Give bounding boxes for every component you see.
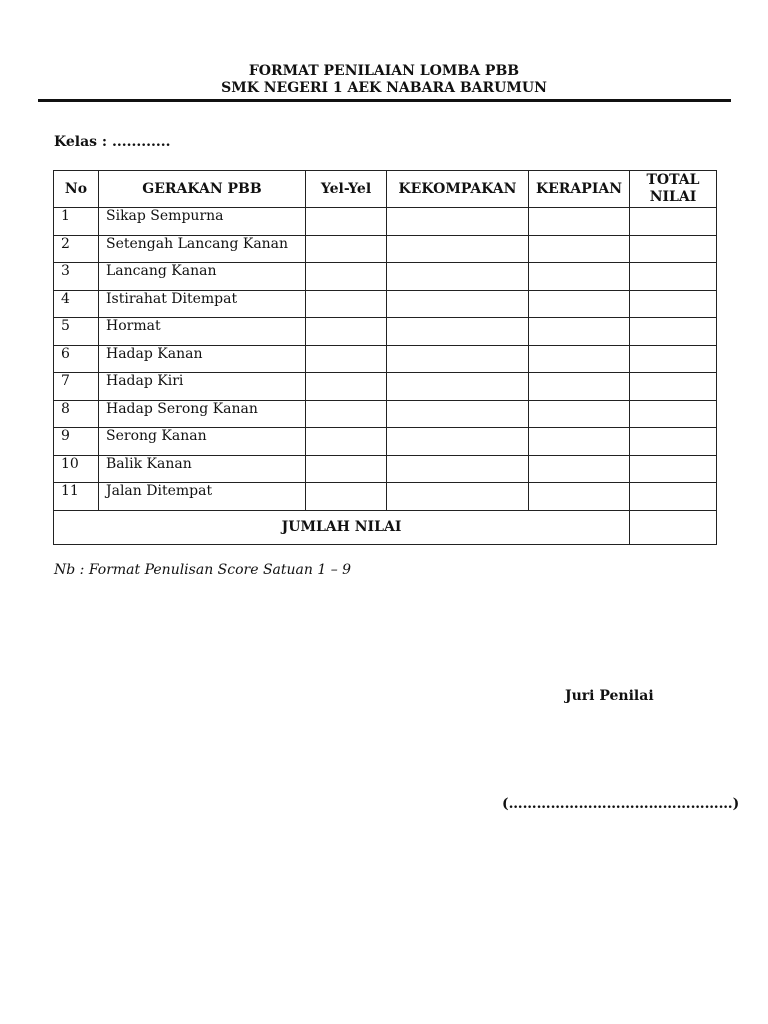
score-table: [53, 170, 717, 545]
table-row: [54, 208, 717, 236]
total-nilai-cell: [630, 290, 717, 318]
kekompakan-score-cell: [387, 428, 529, 456]
yel-yel-score-cell: [306, 373, 387, 401]
signature-line: (…………………………………………): [502, 796, 740, 812]
kerapian-score-cell: [529, 483, 630, 511]
kerapian-score-cell: [529, 455, 630, 483]
yel-yel-score-cell: [306, 428, 387, 456]
row-number: 5: [54, 318, 99, 346]
yel-yel-score-cell: [306, 345, 387, 373]
movement-name: Hadap Serong Kanan: [99, 400, 306, 428]
kekompakan-score-cell: [387, 483, 529, 511]
kekompakan-score-cell: [387, 263, 529, 291]
column-header-kekompakan: KEKOMPAKAN: [387, 171, 529, 208]
yel-yel-score-cell: [306, 400, 387, 428]
kekompakan-score-cell: [387, 208, 529, 236]
movement-name: Hadap Kiri: [99, 373, 306, 401]
document-title: FORMAT PENILAIAN LOMBA PBB: [248, 63, 520, 79]
kerapian-score-cell: [529, 318, 630, 346]
total-nilai-cell: [630, 400, 717, 428]
jumlah-nilai-cell: [630, 510, 717, 544]
total-nilai-cell: [630, 318, 717, 346]
movement-name: Istirahat Ditempat: [99, 290, 306, 318]
table-row: [54, 345, 717, 373]
column-header-yel-yel: Yel-Yel: [306, 171, 387, 208]
total-nilai-cell: [630, 483, 717, 511]
total-nilai-cell: [630, 455, 717, 483]
movement-name: Jalan Ditempat: [99, 483, 306, 511]
movement-name: Hadap Kanan: [99, 345, 306, 373]
school-name: SMK NEGERI 1 AEK NABARA BARUMUN: [221, 80, 547, 96]
table-row: [54, 455, 717, 483]
total-nilai-cell: [630, 235, 717, 263]
table-row: [54, 318, 717, 346]
yel-yel-score-cell: [306, 318, 387, 346]
row-number: 7: [54, 373, 99, 401]
yel-yel-score-cell: [306, 263, 387, 291]
column-header-gerakan: GERAKAN PBB: [99, 171, 306, 208]
movement-name: Lancang Kanan: [99, 263, 306, 291]
row-number: 10: [54, 455, 99, 483]
row-number: 2: [54, 235, 99, 263]
row-number: 8: [54, 400, 99, 428]
kekompakan-score-cell: [387, 290, 529, 318]
total-nilai-cell: [630, 208, 717, 236]
total-nilai-cell: [630, 345, 717, 373]
movement-name: Balik Kanan: [99, 455, 306, 483]
header-divider: [38, 99, 731, 102]
kerapian-score-cell: [529, 263, 630, 291]
row-number: 1: [54, 208, 99, 236]
kekompakan-score-cell: [387, 345, 529, 373]
kekompakan-score-cell: [387, 373, 529, 401]
yel-yel-score-cell: [306, 235, 387, 263]
row-number: 9: [54, 428, 99, 456]
kerapian-score-cell: [529, 428, 630, 456]
kerapian-score-cell: [529, 235, 630, 263]
kekompakan-score-cell: [387, 455, 529, 483]
row-number: 3: [54, 263, 99, 291]
jumlah-nilai-label: JUMLAH NILAI: [54, 510, 630, 544]
table-row: [54, 263, 717, 291]
row-number: 6: [54, 345, 99, 373]
kekompakan-score-cell: [387, 318, 529, 346]
table-row: [54, 483, 717, 511]
score-note: Nb : Format Penulisan Score Satuan 1 – 9: [54, 562, 352, 578]
kerapian-score-cell: [529, 345, 630, 373]
kelas-label: Kelas : ............: [54, 134, 171, 150]
total-nilai-cell: [630, 373, 717, 401]
total-nilai-cell: [630, 263, 717, 291]
total-nilai-cell: [630, 428, 717, 456]
yel-yel-score-cell: [306, 455, 387, 483]
movement-name: Sikap Sempurna: [99, 208, 306, 236]
yel-yel-score-cell: [306, 290, 387, 318]
kerapian-score-cell: [529, 400, 630, 428]
row-number: 11: [54, 483, 99, 511]
movement-name: Hormat: [99, 318, 306, 346]
signature-label: Juri Penilai: [565, 688, 654, 704]
kekompakan-score-cell: [387, 235, 529, 263]
movement-name: Serong Kanan: [99, 428, 306, 456]
total-row: [54, 510, 717, 544]
table-row: [54, 235, 717, 263]
column-header-no: No: [54, 171, 99, 208]
column-header-total-nilai: TOTAL NILAI: [630, 171, 717, 208]
kekompakan-score-cell: [387, 400, 529, 428]
table-row: [54, 290, 717, 318]
table-row: [54, 428, 717, 456]
table-row: [54, 400, 717, 428]
kerapian-score-cell: [529, 290, 630, 318]
yel-yel-score-cell: [306, 208, 387, 236]
row-number: 4: [54, 290, 99, 318]
table-row: [54, 373, 717, 401]
kerapian-score-cell: [529, 208, 630, 236]
yel-yel-score-cell: [306, 483, 387, 511]
column-header-kerapian: KERAPIAN: [529, 171, 630, 208]
table-header-row: [54, 171, 717, 208]
movement-name: Setengah Lancang Kanan: [99, 235, 306, 263]
kerapian-score-cell: [529, 373, 630, 401]
